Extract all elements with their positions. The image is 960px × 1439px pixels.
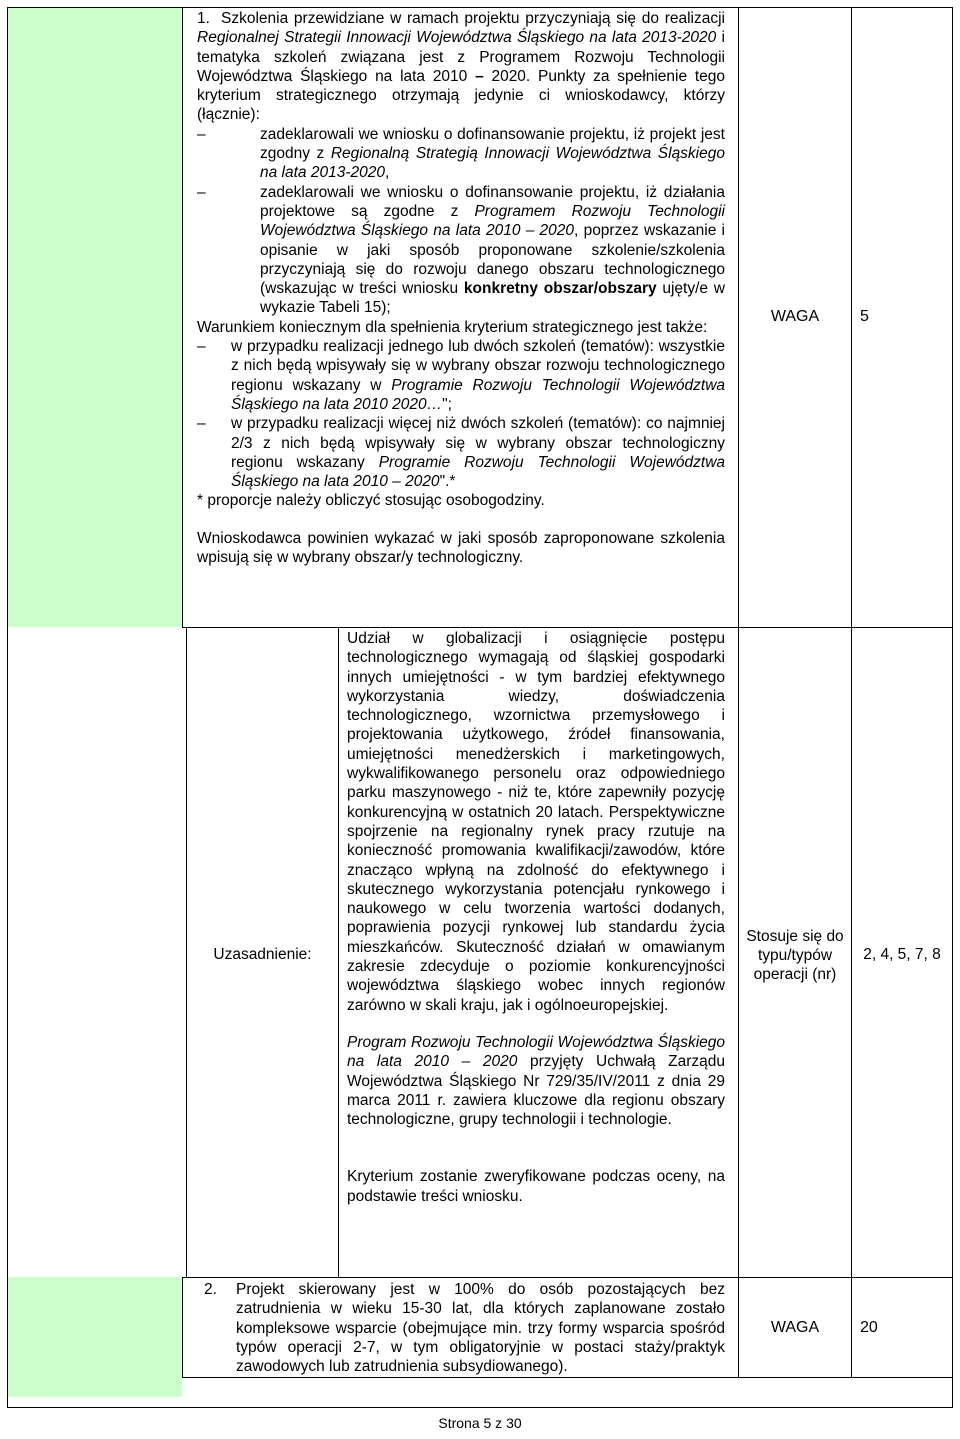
c1-p2: Warunkiem koniecznym dla spełnienia kryterium strategicznego jest także: (197, 318, 708, 336)
c1-b2-c: , poprzez wskazanie i opisanie w jaki sposób proponowane szkolenie/szkolenia przyczyniają się do rozwoju danego obszaru technologicznego (wskazując w treści wniosku (260, 222, 725, 298)
c1-p3: Wnioskodawca powinien wykazać w jaki sposób zaproponowane szkolenia wpisują się w wybrany obszar/y technologiczny. (197, 529, 725, 567)
justification-body (347, 629, 725, 1206)
c1-p1-a: Szkolenia przewidziane w ramach projektu przyczyniają się (221, 10, 637, 27)
border-right (952, 7, 953, 1408)
justification-p2-program: Program Rozwoju Technologii Województwa Śląskiego na lata 2010 – 2020 (347, 1033, 725, 1071)
c1-p1-dash: – (475, 67, 484, 85)
bullet-dash-2: – (197, 183, 206, 201)
c1-c1-a: w przypadku realizacji jednego lub dwóch szkoleń (tematów): wszystkie z nich będą wpisywały się w wybrany obszar rozwoju technologicznego regionu wskazany w (231, 338, 725, 394)
criterion-2-number: 2. (204, 1281, 217, 1298)
left-shaded-column-bottom (8, 1277, 182, 1397)
criterion-1-body (197, 9, 725, 567)
c1-b2-program: Programem Rozwoju Technologii Województwa Śląskiego na lata 2010 – 2020 (260, 202, 725, 240)
divider-col1 (182, 7, 183, 627)
c1-b2-bold: konkretny obszar/obszary (463, 280, 657, 298)
c1-p1-b: do realizacji (641, 10, 725, 27)
c1-c1-c: "; (442, 395, 452, 413)
c1-b1-c: , (384, 164, 390, 182)
page-number: Strona 5 z 30 (438, 1415, 522, 1431)
criterion-2-body: Projekt skierowany jest w 100% do osób pozostających bez zatrudnienia w wieku 15-30 lat, dla których zaplanowane zostało kompleksowe wsparcie (obejmujące min. trzy formy wsparcia spośród typów operacji 2-7, w tym obligatoryjnie w postaci staży/praktyk zawodowych lub zatrudnienia subsydiowanego). (236, 1281, 725, 1376)
c1-p1-strategy: Regionalnej Strategii Innowacji Województwa Śląskiego na lata 2013-2020 (197, 29, 717, 47)
criterion-1-weight-label: WAGA (770, 308, 820, 325)
left-shaded-column (8, 7, 182, 627)
c1-c2-a: w przypadku realizacji więcej niż dwóch szkoleń (tematów): co najmniej 2/3 z nich będą wpisywały się w wybrany obszar technologiczny regionu wskazany (231, 415, 725, 471)
bullet-dash-1: – (197, 125, 206, 143)
justification-p2-rest: przyjęty Uchwałą Zarządu Województwa Śląskiego Nr 729/35/IV/2011 z dnia 29 marca 2011 r. zawiera kluczowe dla regionu obszary technologiczne, grupy technologii i technologie. (347, 1053, 725, 1129)
c1-b2-a: zadeklarowali we wniosku o dofinansowanie projektu, iż działania projektowe są zgodne z (260, 183, 725, 220)
border-bottom (7, 1407, 953, 1408)
bullet-dash-4: – (197, 415, 206, 433)
border-left (7, 7, 8, 1408)
row3-bottom (182, 1377, 952, 1378)
justification-p1: Udział w globalizacji i osiągnięcie postępu technologicznego wymagają od śląskiej gospodarki innych umiejętności - w tym bardziej efektywnego wykorzystania wiedzy, doświadczenia technologicznego, wzornictwa przemysłowego i projektowania użytkowego, źródeł finansowania, umiejętności menedżerskich i marketingowych, wykwalifikowanego personelu oraz odpowiedniego parku maszynowego - niż te, które zapewniły pozycję konkurencyjną w ostatnich 20 latach. Perspektywiczne spojrzenie na regionalny rynek pracy rzutuje na konieczność promowania kwalifikacji/zawodów, które znacząco wpłyną na zdolność do efektywnego i skutecznego wykorzystania potencjału rynkowego i naukowego w celu tworzenia wartości dodanych, poprawienia pozycji rynkowej lub standardu życia mieszkańców. Skuteczność działań w omawianym zakresie zdecyduje o poziomie konkurencyjności województwa śląskiego wobec innych regionów zarówno w skali kraju, jak i ogólnoeuropejskiej. (347, 630, 725, 1014)
justification-p3: Kryterium zostanie zweryfikowane podczas oceny, na podstawie treści wniosku. (347, 1168, 725, 1205)
row1-bottom (182, 627, 952, 628)
c1-c2-c: ".* (439, 473, 456, 491)
divider-j2 (338, 627, 339, 1277)
c1-p1-d: 2020. Punkty za spełnienie tego kryterium strategicznego otrzymają jedynie ci wnioskodawcy, którzy (łącznie): (197, 67, 725, 124)
criterion-2-weight-label: WAGA (770, 1319, 820, 1336)
justification-label: Uzasadnienie: (213, 946, 312, 963)
c1-b1-a: zadeklarowali we wniosku o dofinansowanie projektu, iż projekt jest zgodny z (260, 125, 725, 163)
criterion-2-weight-value: 20 (860, 1319, 878, 1336)
border-top (7, 7, 953, 8)
c1-note: * proporcje należy obliczyć stosując osobogodziny. (197, 492, 545, 510)
criterion-1-weight-value: 5 (860, 308, 869, 325)
divider-r3-1 (182, 1277, 183, 1377)
criterion-1-number: 1. (197, 10, 210, 27)
c1-b1-strategy: Regionalną Strategią Innowacji Województwa Śląskiego na lata 2013-2020 (260, 145, 725, 182)
c1-p1-c: i tematyka szkoleń związana jest z Programem Rozwoju Technologii Województwa Śląskiego na lata 2010 (197, 29, 725, 85)
applies-to-value: 2, 4, 5, 7, 8 (863, 946, 941, 963)
bullet-dash-3: – (197, 338, 206, 356)
applies-to-label: Stosuje się do typu/typów operacji (nr) (746, 927, 844, 983)
c1-b2-e: ujęty/e w wykazie Tabeli 15); (260, 280, 725, 317)
divider-r3-3 (851, 1277, 852, 1377)
row2-bottom (182, 1277, 952, 1278)
c1-c2-program: Programie Rozwoju Technologii Województwa Śląskiego na lata 2010 – 2020 (231, 453, 726, 491)
divider-col-value (851, 7, 852, 627)
c1-c1-program: Programie Rozwoju Technologii Województwa Śląskiego na lata 2010 2020… (231, 376, 726, 413)
